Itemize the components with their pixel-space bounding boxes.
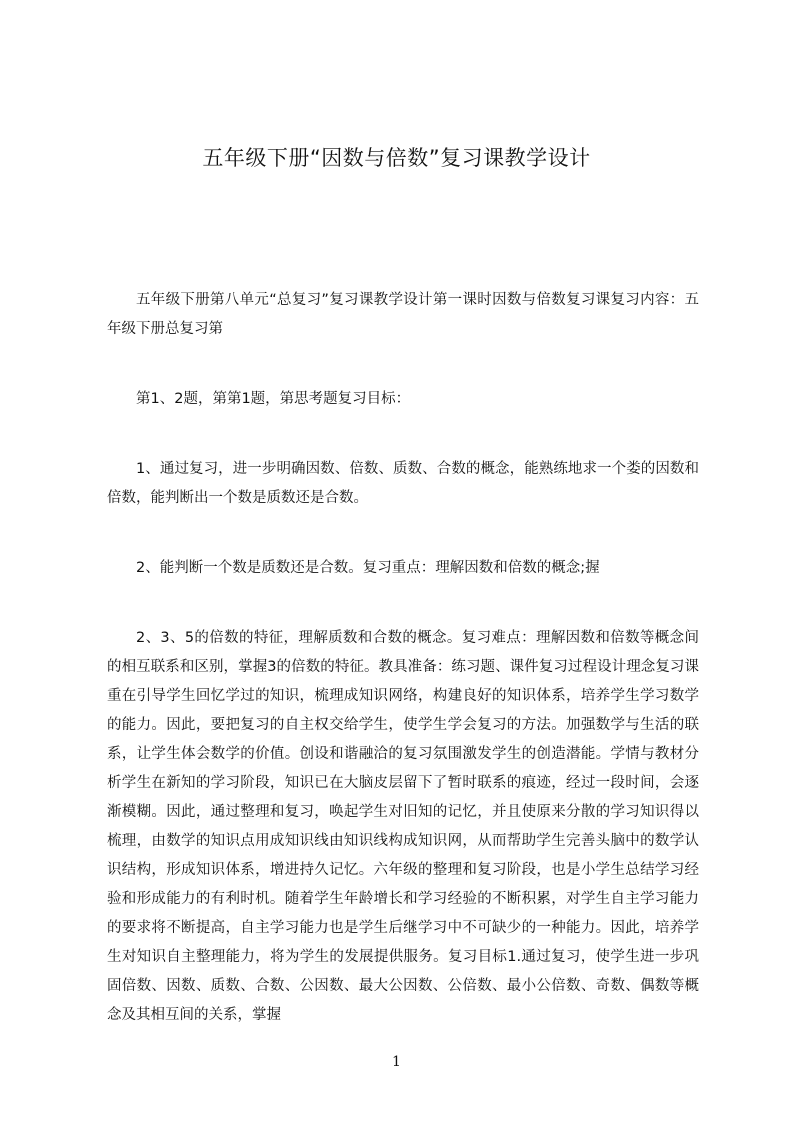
paragraph-main: 2、3、5的倍数的特征，理解质数和合数的概念。复习难点：理解因数和倍数等概念间的相互联系和区别，掌握3的倍数的特征。教具准备：练习题、课件复习过程设计理念复习课重在引导学生回忆学过的知识，梳理成知识网络，构建良好的知识体系，培养学生学习数学的能力。因此，要把复习的自主权交给学生，使学生学会复习的方法。加强数学与生活的联系，让学生体会数学的价值。创设和谐融洽的复习氛围激发学生的创造潜能。学情与教材分析学生在新知的学习阶段，知识已在大脑皮层留下了暂时联系的痕迹，经过一段时间，会逐渐模糊。因此，通过整理和复习，唤起学生对旧知的记忆，并且使原来分散的学习知识得以梳理，由数学的知识点用成知识线由知识线构成知识网，从而帮助学生完善头脑中的数学认识结构，形成知识体系，增进持久记忆。六年级的整理和复习阶段，也是小学生总结学习经验和形成能力的有利时机。随着学生年龄增长和学习经验的不断积累，对学生自主学习能力的要求将不断提高，自主学习能力也是学生后继学习中不可缺少的一种能力。因此，培养学生对知识自主整理能力，将为学生的发展提供服务。复习目标1.通过复习，使学生进一步巩固倍数、因数、质数、合数、公因数、最大公因数、公倍数、最小公倍数、奇数、偶数等概念及其相互间的关系，掌握: [107, 630, 699, 1023]
paragraph-exercises: 第1、2题，第第1题，第思考题复习目标：: [136, 391, 411, 407]
document-body: [107, 286, 699, 1073]
page-number: 1: [392, 1054, 401, 1070]
paragraph-goal-2: 2、能判断一个数是质数还是合数。复习重点：理解因数和倍数的概念;握: [136, 560, 600, 576]
paragraph-goal-1: 1、通过复习，进一步明确因数、倍数、质数、合数的概念，能熟练地求一个娄的因数和倍数，能判断出一个数是质数还是合数。: [107, 461, 699, 506]
document-title: 五年级下册“因数与倍数”复习课教学设计: [202, 146, 591, 170]
paragraph-intro: 五年级下册第八单元“总复习”复习课教学设计第一课时因数与倍数复习课复习内容：五年级下册总复习第: [107, 292, 699, 337]
